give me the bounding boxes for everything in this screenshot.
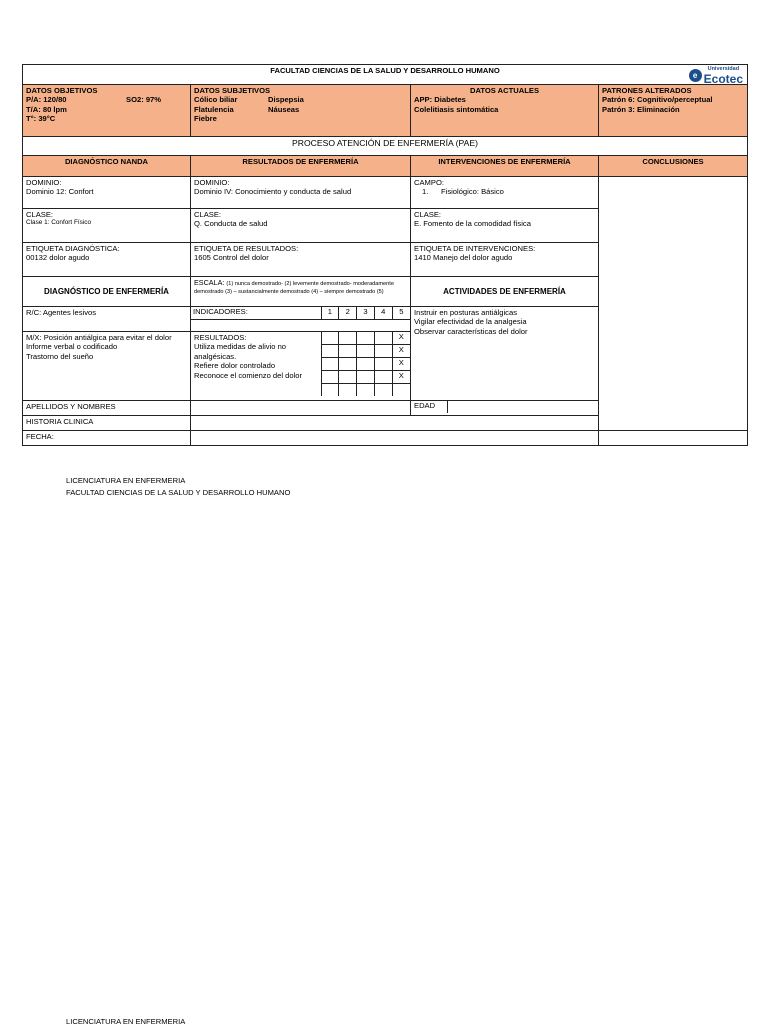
ta-value: T/A: 80 lpm: [26, 104, 67, 114]
fecha-field[interactable]: [191, 431, 599, 446]
label: ETIQUETA DE RESULTADOS:: [194, 244, 299, 253]
indicadores-header: [191, 307, 410, 320]
intervenciones-etiqueta: 1410 Manejo del dolor agudo: [414, 253, 513, 263]
scale-2: 2: [339, 307, 357, 320]
actividad-item: Instruir en posturas antiálgicas: [414, 308, 517, 317]
university-logo: [689, 67, 743, 85]
footer-line-1: LICENCIATURA EN ENFERMERIA: [66, 476, 186, 485]
edad-cell: [411, 401, 599, 416]
intervenciones-campo-cell: [411, 177, 599, 209]
resultados-clase: Q. Conducta de salud: [194, 219, 268, 229]
footer-bottom: LICENCIATURA EN ENFERMERIA: [66, 1017, 186, 1026]
col-intervenciones: INTERVENCIONES DE ENFERMERÍA: [411, 156, 599, 177]
escala-cell: [191, 277, 411, 307]
intervenciones-etiqueta-cell: [411, 243, 599, 277]
pae-title: PROCESO ATENCIÓN DE ENFERMERÍA (PAE): [23, 137, 748, 156]
nanda-etiqueta-cell: [23, 243, 191, 277]
label: RESULTADOS:: [194, 333, 247, 342]
scale-3: 3: [357, 307, 375, 320]
conclusiones-cell: [599, 177, 748, 431]
form-header: [23, 65, 748, 85]
nanda-dominio-cell: [23, 177, 191, 209]
resultados-dominio-cell: [191, 177, 411, 209]
footer-block: [66, 475, 290, 499]
label: ETIQUETA DE INTERVENCIONES:: [414, 244, 536, 253]
scale-4: 4: [374, 307, 392, 320]
indicadores-cell: [191, 307, 411, 332]
edad-field[interactable]: [447, 401, 598, 413]
label: CLASE:: [26, 210, 54, 219]
label: CLASE:: [194, 210, 222, 219]
intervenciones-clase: E. Fomento de la comodidad física: [414, 219, 531, 229]
actividades-cell: [411, 307, 599, 401]
mx-value-2: Informe verbal o codificado: [26, 342, 118, 352]
resultado-item: Reconoce el comienzo del dolor: [194, 370, 303, 380]
datos-subjetivos-title: DATOS SUBJETIVOS: [194, 86, 271, 95]
diagnosis-value: Colelitiasis sintomática: [414, 104, 499, 114]
logo-big-text: Ecotec: [703, 71, 744, 85]
resultados-etiqueta-cell: [191, 243, 411, 277]
intervenciones-clase-cell: [411, 209, 599, 243]
label: DOMINIO:: [26, 178, 62, 187]
subjetivo-item: Fiebre: [194, 114, 217, 124]
actividad-item: Vigilar efectividad de la analgesia: [414, 317, 527, 327]
nanda-etiqueta: 00132 dolor agudo: [26, 253, 90, 263]
col-resultados: RESULTADOS DE ENFERMERÍA: [191, 156, 411, 177]
pae-form: [22, 64, 748, 446]
ecotec-logo-icon: e: [689, 69, 702, 82]
apellidos-label: APELLIDOS Y NOMBRES: [23, 401, 191, 416]
mx-cell: [23, 332, 191, 401]
col-conclusiones: CONCLUSIONES: [599, 156, 748, 177]
edad-label: EDAD: [411, 401, 447, 413]
dx-enfermeria-title: DIAGNÓSTICO DE ENFERMERÍA: [23, 277, 191, 307]
app-value: APP: Diabetes: [414, 95, 466, 105]
datos-objetivos-title: DATOS OBJETIVOS: [26, 86, 98, 95]
datos-actuales-cell: [411, 85, 599, 137]
label: CAMPO:: [414, 178, 444, 187]
subjetivo-item: Flatulencia: [194, 104, 234, 114]
intervenciones-campo: 1. Fisiológico: Básico: [422, 187, 504, 197]
nanda-dominio: Dominio 12: Confort: [26, 187, 94, 197]
scale-5: 5: [392, 307, 410, 320]
patron-3: Patrón 3: Eliminación: [602, 104, 680, 114]
actividad-item: Observar características del dolor: [414, 326, 528, 336]
subjetivo-item: Náuseas: [268, 104, 300, 114]
mark-x: X: [392, 345, 410, 358]
label: ETIQUETA DIAGNÓSTICA:: [26, 244, 120, 253]
resultados-dominio: Dominio IV: Conocimiento y conducta de salud: [194, 187, 352, 197]
rc-value: R/C: Agentes lesivos: [26, 308, 97, 317]
resultados-grid-cell: [191, 332, 411, 401]
mx-value: M/X: Posición antiálgica para evitar el dolor: [26, 333, 172, 342]
resultados-etiqueta: 1605 Control del dolor: [194, 253, 269, 263]
datos-objetivos-cell: [23, 85, 191, 137]
escala-text: (1) nunca demostrado- (2) levemente demostrado- moderadamente demostrado (3) – sustancialmente demostrado (4) – siempre demostrado (5): [194, 281, 394, 295]
apellidos-field[interactable]: [191, 401, 411, 416]
mark-x: X: [392, 358, 410, 371]
datos-subjetivos-cell: [191, 85, 411, 137]
mark-x: X: [392, 371, 410, 384]
resultados-grid: [191, 332, 410, 396]
indicadores-label: INDICADORES:: [191, 307, 321, 320]
col-nanda: DIAGNÓSTICO NANDA: [23, 156, 191, 177]
patrones-title: PATRONES ALTERADOS: [602, 86, 692, 95]
subjetivo-item: Dispepsia: [268, 95, 304, 105]
historia-field[interactable]: [191, 416, 599, 431]
temp-value: T°: 39°C: [26, 114, 56, 124]
nanda-clase-cell: [23, 209, 191, 243]
subjetivo-item: Cólico biliar: [194, 95, 238, 105]
rc-cell: [23, 307, 191, 332]
so2-value: SO2: 97%: [126, 95, 162, 105]
resultado-item: Utiliza medidas de alivio no analgésicas.: [194, 342, 287, 361]
actividades-title: ACTIVIDADES DE ENFERMERÍA: [411, 277, 599, 307]
patrones-cell: [599, 85, 748, 137]
patron-6: Patrón 6: Cognitivo/perceptual: [602, 95, 713, 105]
footer-line-2: FACULTAD CIENCIAS DE LA SALUD Y DESARROLLO HUMANO: [66, 488, 291, 498]
nanda-clase: Clase 1: Confort Físico: [26, 219, 91, 227]
datos-actuales-title: DATOS ACTUALES: [469, 86, 540, 95]
escala-label: ESCALA:: [194, 278, 227, 287]
mark-x: [392, 384, 410, 397]
fecha-label: FECHA:: [23, 431, 191, 446]
resultado-item: Refiere dolor controlado: [194, 361, 276, 371]
resultados-list: [191, 332, 321, 396]
mx-value-3: Trastorno del sueño: [26, 351, 94, 361]
scale-1: 1: [321, 307, 339, 320]
label: CLASE:: [414, 210, 442, 219]
pa-value: P/A: 120/80: [26, 95, 67, 105]
mark-x: X: [392, 332, 410, 345]
faculty-title: FACULTAD CIENCIAS DE LA SALUD Y DESARROLLO HUMANO: [270, 66, 500, 75]
historia-label: HISTORIA CLINICA: [23, 416, 191, 431]
resultados-clase-cell: [191, 209, 411, 243]
logo-small-text: Universidad: [707, 66, 740, 72]
label: DOMINIO:: [194, 178, 230, 187]
